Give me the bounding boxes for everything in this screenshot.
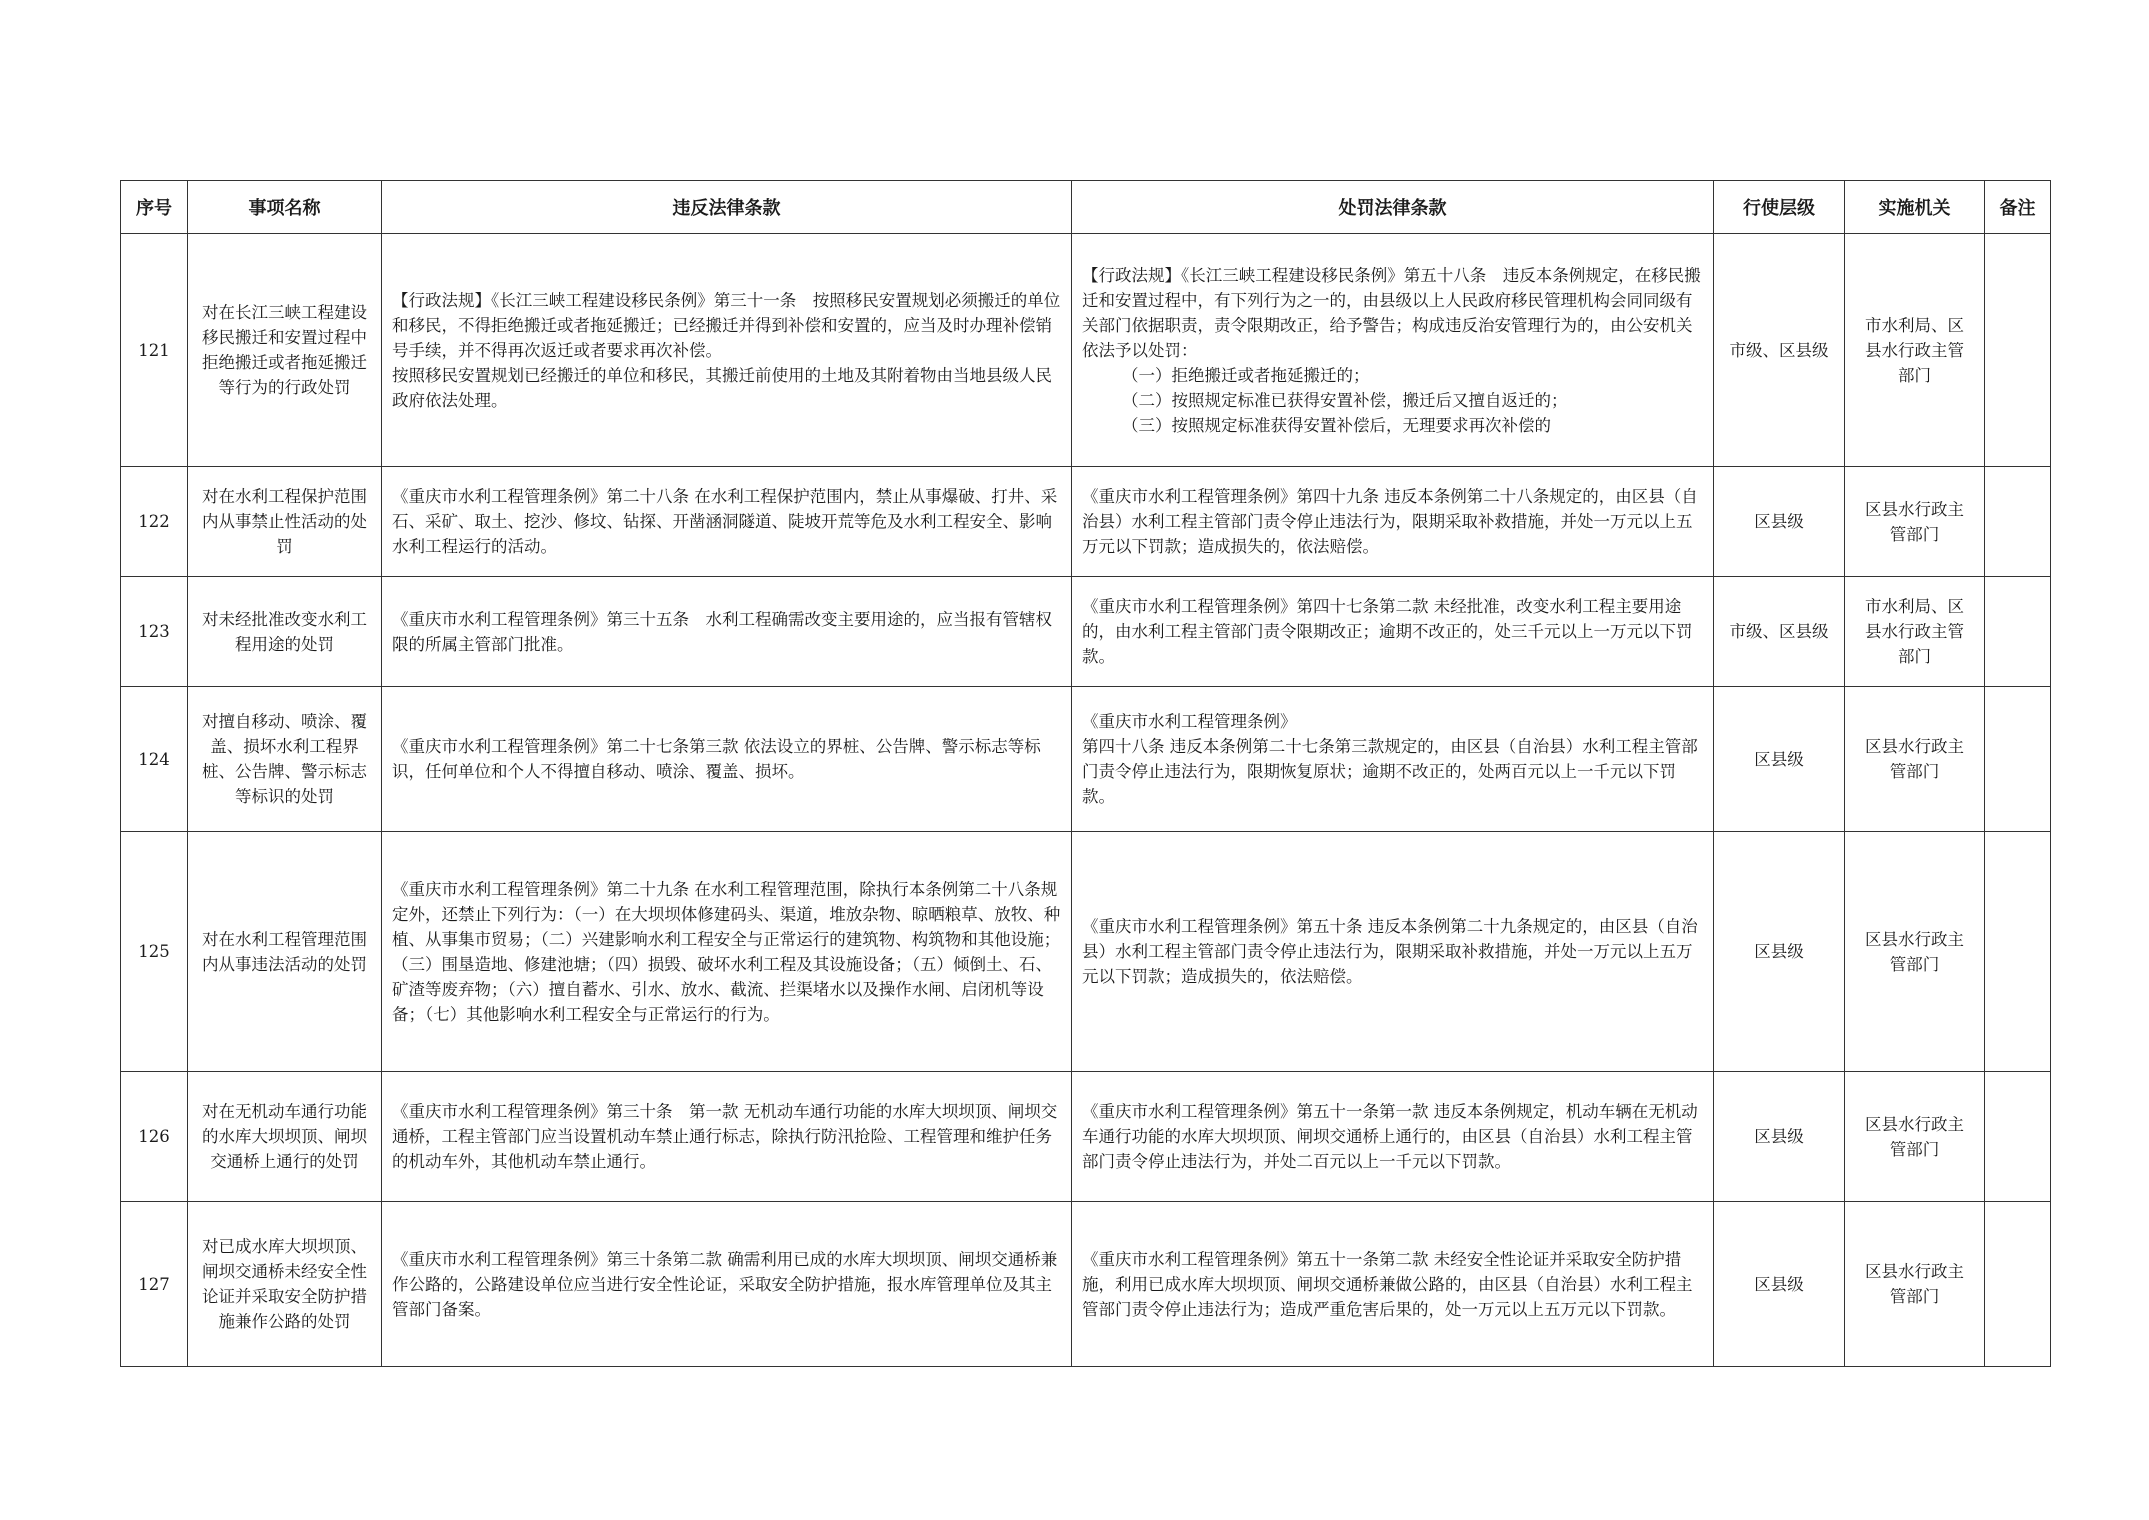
penalty-paragraph: 《重庆市水利工程管理条例》第四十九条 违反本条例第二十八条规定的，由区县（自治县）水利工程主管部门责令停止违法行为，限期采取补救措施，并处一万元以上五万元以下罚款；造成损失的，依法赔偿。 [1082,487,1698,556]
penalty-paragraph: 第四十八条 违反本条例第二十七条第三款规定的，由区县（自治县）水利工程主管部门责令停止违法行为，限期恢复原状；逾期不改正的，处两百元以上一千元以下罚款。 [1082,737,1698,806]
row-item-name: 对在水利工程管理范围内从事违法活动的处罚 [188,832,382,1072]
row-violation-clause [382,832,1072,1072]
row-index: 122 [121,467,188,577]
penalty-list-item: （二）按照规定标准已获得安置补偿，搬迁后又擅自返迁的； [1122,390,1568,410]
row-agency: 市水利局、区县水行政主管部门 [1845,234,1985,467]
row-remark [1985,577,2051,687]
header-violation: 违反法律条款 [382,181,1072,234]
row-index: 125 [121,832,188,1072]
row-index: 121 [121,234,188,467]
penalty-paragraph: 《重庆市水利工程管理条例》第五十条 违反本条例第二十九条规定的，由区县（自治县）水利工程主管部门责令停止违法行为，限期采取补救措施，并处一万元以上五万元以下罚款；造成损失的，依法赔偿。 [1082,917,1698,986]
row-level: 区县级 [1714,832,1845,1072]
row-item-name: 对在长江三峡工程建设移民搬迁和安置过程中拒绝搬迁或者拖延搬迁等行为的行政处罚 [188,234,382,467]
penalty-list-item: （一）拒绝搬迁或者拖延搬迁的； [1122,365,1370,385]
row-index: 123 [121,577,188,687]
row-index: 126 [121,1072,188,1202]
row-level: 区县级 [1714,1072,1845,1202]
row-penalty-clause [1072,234,1714,467]
row-agency: 区县水行政主管部门 [1845,832,1985,1072]
row-penalty-clause [1072,1072,1714,1202]
row-level: 区县级 [1714,1202,1845,1367]
violation-paragraph: 《重庆市水利工程管理条例》第三十条 第一款 无机动车通行功能的水库大坝坝顶、闸坝交通桥，工程主管部门应当设置机动车禁止通行标志，除执行防汛抢险、工程管理和维护任务的机动车外，其他机动车禁止通行。 [392,1102,1058,1171]
row-violation-clause [382,467,1072,577]
table-body [121,234,2051,1367]
table-row [121,832,2051,1072]
row-penalty-clause [1072,1202,1714,1367]
penalty-paragraph: 《重庆市水利工程管理条例》第四十七条第二款 未经批准，改变水利工程主要用途的，由水利工程主管部门责令限期改正；逾期不改正的，处三千元以上一万元以下罚款。 [1082,597,1693,666]
row-level: 市级、区县级 [1714,234,1845,467]
row-violation-clause [382,687,1072,832]
row-item-name: 对在无机动车通行功能的水库大坝坝顶、闸坝交通桥上通行的处罚 [188,1072,382,1202]
row-item-name: 对擅自移动、喷涂、覆盖、损坏水利工程界桩、公告牌、警示标志等标识的处罚 [188,687,382,832]
row-violation-clause [382,577,1072,687]
row-item-name: 对在水利工程保护范围内从事禁止性活动的处罚 [188,467,382,577]
row-remark [1985,832,2051,1072]
row-penalty-clause [1072,832,1714,1072]
header-name: 事项名称 [188,181,382,234]
header-agency: 实施机关 [1845,181,1985,234]
row-item-name: 对已成水库大坝坝顶、闸坝交通桥未经安全性论证并采取安全防护措施兼作公路的处罚 [188,1202,382,1367]
row-index: 124 [121,687,188,832]
header-index: 序号 [121,181,188,234]
header-row [121,181,2051,234]
row-remark [1985,234,2051,467]
penalty-paragraph: 《重庆市水利工程管理条例》第五十一条第一款 违反本条例规定，机动车辆在无机动车通行功能的水库大坝坝顶、闸坝交通桥上通行的，由区县（自治县）水利工程主管部门责令停止违法行为，并处二百元以上一千元以下罚款。 [1082,1102,1698,1171]
row-violation-clause [382,1072,1072,1202]
table-row [121,234,2051,467]
row-remark [1985,687,2051,832]
penalty-paragraph: 《重庆市水利工程管理条例》第五十一条第二款 未经安全性论证并采取安全防护措施，利用已成水库大坝坝顶、闸坝交通桥兼做公路的，由区县（自治县）水利工程主管部门责令停止违法行为；造成严重危害后果的，处一万元以上五万元以下罚款。 [1082,1249,1693,1319]
row-remark [1985,467,2051,577]
row-violation-clause [382,234,1072,467]
row-item-name: 对未经批准改变水利工程用途的处罚 [188,577,382,687]
violation-paragraph: 《重庆市水利工程管理条例》第二十九条 在水利工程管理范围，除执行本条例第二十八条规定外，还禁止下列行为：（一）在大坝坝体修建码头、渠道，堆放杂物、晾晒粮草、放牧、种植、从事集市贸易；（二）兴建影响水利工程安全与正常运行的建筑物、构筑物和其他设施；（三）围垦造地、修建池塘；（四）损毁、破坏水利工程及其设施设备；（五）倾倒土、石、矿渣等废弃物；（六）擅自蓄水、引水、放水、截流、拦渠堵水以及操作水闸、启闭机等设备；（七）其他影响水利工程安全与正常运行的行为。 [392,879,1061,1024]
row-agency: 区县水行政主管部门 [1845,1072,1985,1202]
penalty-list-item: （三）按照规定标准获得安置补偿后，无理要求再次补偿的 [1122,415,1551,435]
table-row [121,1202,2051,1367]
penalty-items-table [120,180,2051,1367]
row-penalty-clause [1072,467,1714,577]
violation-paragraph: 《重庆市水利工程管理条例》第三十条第二款 确需利用已成的水库大坝坝顶、闸坝交通桥兼作公路的，公路建设单位应当进行安全性论证，采取安全防护措施，报水库管理单位及其主管部门备案。 [392,1249,1058,1319]
penalty-paragraph: 【行政法规】《长江三峡工程建设移民条例》第五十八条 违反本条例规定，在移民搬迁和安置过程中，有下列行为之一的，由县级以上人民政府移民管理机构会同同级有关部门依据职责，责令限期改正，给予警告；构成违反治安管理行为的，由公安机关依法予以处罚： [1082,265,1701,360]
table-row [121,687,2051,832]
penalty-paragraph: 《重庆市水利工程管理条例》 [1082,712,1297,731]
row-remark [1985,1072,2051,1202]
row-agency: 市水利局、区县水行政主管部门 [1845,577,1985,687]
row-remark [1985,1202,2051,1367]
header-level: 行使层级 [1714,181,1845,234]
row-penalty-clause [1072,577,1714,687]
header-penalty: 处罚法律条款 [1072,181,1714,234]
table-row [121,577,2051,687]
table-row [121,1072,2051,1202]
header-remark: 备注 [1985,181,2051,234]
table-row [121,467,2051,577]
violation-paragraph: 《重庆市水利工程管理条例》第二十七条第三款 依法设立的界桩、公告牌、警示标志等标识，任何单位和个人不得擅自移动、喷涂、覆盖、损坏。 [392,737,1041,781]
row-violation-clause [382,1202,1072,1367]
violation-paragraph: 《重庆市水利工程管理条例》第三十五条 水利工程确需改变主要用途的，应当报有管辖权限的所属主管部门批准。 [392,609,1052,654]
row-level: 区县级 [1714,687,1845,832]
row-level: 区县级 [1714,467,1845,577]
row-level: 市级、区县级 [1714,577,1845,687]
row-penalty-clause [1072,687,1714,832]
row-agency: 区县水行政主管部门 [1845,1202,1985,1367]
violation-paragraph: 《重庆市水利工程管理条例》第二十八条 在水利工程保护范围内，禁止从事爆破、打井、采石、采矿、取土、挖沙、修坟、钻探、开凿涵洞隧道、陡坡开荒等危及水利工程安全、影响水利工程运行的活动。 [392,487,1058,556]
violation-paragraph: 按照移民安置规划已经搬迁的单位和移民，其搬迁前使用的土地及其附着物由当地县级人民政府依法处理。 [392,365,1052,410]
row-agency: 区县水行政主管部门 [1845,687,1985,832]
row-agency: 区县水行政主管部门 [1845,467,1985,577]
row-index: 127 [121,1202,188,1367]
violation-paragraph: 【行政法规】《长江三峡工程建设移民条例》第三十一条 按照移民安置规划必须搬迁的单位和移民，不得拒绝搬迁或者拖延搬迁；已经搬迁并得到补偿和安置的，应当及时办理补偿销号手续，并不得再次返迁或者要求再次补偿。 [392,290,1061,360]
